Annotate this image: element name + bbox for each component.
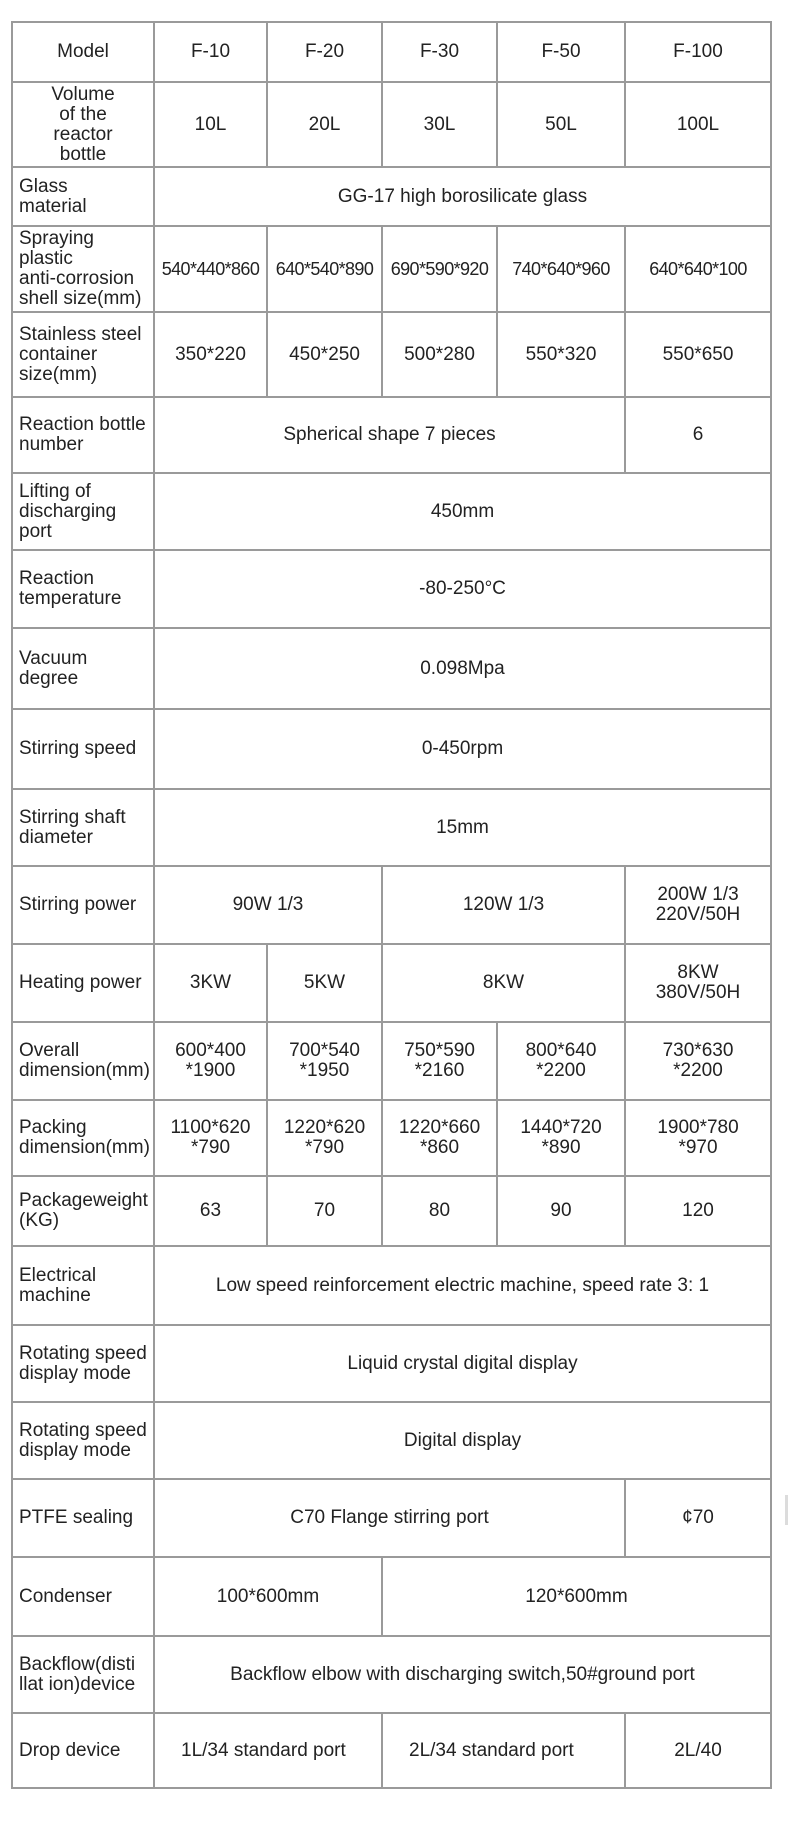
row-heating xyxy=(12,944,771,1022)
cell-overall: 700*540 *1950 xyxy=(267,1022,382,1100)
cell-container: 550*320 xyxy=(497,312,625,397)
row-motor xyxy=(12,1246,771,1325)
cell-volume: 20L xyxy=(267,82,382,167)
row-model xyxy=(12,22,771,82)
label-backflow: Backflow(disti llat ion)device xyxy=(12,1636,154,1713)
cell-weight: 120 xyxy=(625,1176,771,1246)
label-condenser: Condenser xyxy=(12,1557,154,1636)
cell-container: 350*220 xyxy=(154,312,267,397)
cell-bottle-number-f100: 6 xyxy=(625,397,771,473)
cell-overall: 800*640 *2200 xyxy=(497,1022,625,1100)
cell-ptfe-f100: ¢70 xyxy=(625,1479,771,1557)
cell-weight: 70 xyxy=(267,1176,382,1246)
cell-weight: 80 xyxy=(382,1176,497,1246)
row-condenser xyxy=(12,1557,771,1636)
cell-lifting: 450mm xyxy=(154,473,771,550)
model-f10: F-10 xyxy=(154,22,267,82)
row-stir-power xyxy=(12,866,771,944)
row-packing xyxy=(12,1100,771,1176)
label-shell: Spraying plastic anti-corrosion shell size(mm) xyxy=(12,226,154,312)
cell-display1: Liquid crystal digital display xyxy=(154,1325,771,1402)
row-bottle-number xyxy=(12,397,771,473)
row-speed xyxy=(12,709,771,789)
cell-glass: GG-17 high borosilicate glass xyxy=(154,167,771,226)
cell-packing: 1900*780 *970 xyxy=(625,1100,771,1176)
row-container xyxy=(12,312,771,397)
cell-bottle-number: Spherical shape 7 pieces xyxy=(154,397,625,473)
row-overall xyxy=(12,1022,771,1100)
model-f100: F-100 xyxy=(625,22,771,82)
label-drop: Drop device xyxy=(12,1713,154,1788)
label-ptfe: PTFE sealing xyxy=(12,1479,154,1557)
cell-volume: 30L xyxy=(382,82,497,167)
cell-heating: 3KW xyxy=(154,944,267,1022)
cell-heating: 8KW 380V/50H xyxy=(625,944,771,1022)
row-temperature xyxy=(12,550,771,628)
model-f50: F-50 xyxy=(497,22,625,82)
label-packing: Packing dimension(mm) xyxy=(12,1100,154,1176)
cell-packing: 1100*620 *790 xyxy=(154,1100,267,1176)
row-vacuum xyxy=(12,628,771,709)
cell-drop: 2L/34 standard port xyxy=(382,1713,625,1788)
label-motor: Electrical machine xyxy=(12,1246,154,1325)
cell-container: 500*280 xyxy=(382,312,497,397)
edge-mark xyxy=(785,1495,788,1525)
label-shaft: Stirring shaft diameter xyxy=(12,789,154,866)
cell-overall: 730*630 *2200 xyxy=(625,1022,771,1100)
cell-shell: 640*640*100 xyxy=(625,226,771,312)
label-volume: Volume of the reactor bottle xyxy=(12,82,154,167)
cell-shell: 740*640*960 xyxy=(497,226,625,312)
row-display2 xyxy=(12,1402,771,1479)
cell-packing: 1440*720 *890 xyxy=(497,1100,625,1176)
label-vacuum: Vacuum degree xyxy=(12,628,154,709)
label-bottle-number: Reaction bottle number xyxy=(12,397,154,473)
row-drop xyxy=(12,1713,771,1788)
cell-stir-power: 120W 1/3 xyxy=(382,866,625,944)
cell-heating: 8KW xyxy=(382,944,625,1022)
cell-condenser: 120*600mm xyxy=(382,1557,771,1636)
cell-volume: 100L xyxy=(625,82,771,167)
row-ptfe xyxy=(12,1479,771,1557)
cell-speed: 0-450rpm xyxy=(154,709,771,789)
cell-container: 450*250 xyxy=(267,312,382,397)
label-container: Stainless steel container size(mm) xyxy=(12,312,154,397)
cell-shell: 690*590*920 xyxy=(382,226,497,312)
cell-backflow: Backflow elbow with discharging switch,50#ground port xyxy=(154,1636,771,1713)
cell-ptfe: C70 Flange stirring port xyxy=(154,1479,625,1557)
cell-weight: 90 xyxy=(497,1176,625,1246)
cell-display2: Digital display xyxy=(154,1402,771,1479)
row-backflow xyxy=(12,1636,771,1713)
model-f30: F-30 xyxy=(382,22,497,82)
label-model: Model xyxy=(12,22,154,82)
row-display1 xyxy=(12,1325,771,1402)
label-speed: Stirring speed xyxy=(12,709,154,789)
cell-packing: 1220*620 *790 xyxy=(267,1100,382,1176)
label-glass: Glass material xyxy=(12,167,154,226)
row-volume xyxy=(12,82,771,167)
cell-motor: Low speed reinforcement electric machine, speed rate 3: 1 xyxy=(154,1246,771,1325)
label-heating: Heating power xyxy=(12,944,154,1022)
cell-container: 550*650 xyxy=(625,312,771,397)
label-display1: Rotating speed display mode xyxy=(12,1325,154,1402)
cell-volume: 10L xyxy=(154,82,267,167)
cell-overall: 750*590 *2160 xyxy=(382,1022,497,1100)
cell-shell: 640*540*890 xyxy=(267,226,382,312)
label-overall: Overall dimension(mm) xyxy=(12,1022,154,1100)
label-weight: Packageweight (KG) xyxy=(12,1176,154,1246)
row-shell xyxy=(12,226,771,312)
cell-overall: 600*400 *1900 xyxy=(154,1022,267,1100)
cell-shell: 540*440*860 xyxy=(154,226,267,312)
cell-shaft: 15mm xyxy=(154,789,771,866)
label-display2: Rotating speed display mode xyxy=(12,1402,154,1479)
model-f20: F-20 xyxy=(267,22,382,82)
cell-stir-power: 90W 1/3 xyxy=(154,866,382,944)
cell-stir-power: 200W 1/3 220V/50H xyxy=(625,866,771,944)
cell-weight: 63 xyxy=(154,1176,267,1246)
cell-condenser: 100*600mm xyxy=(154,1557,382,1636)
cell-temperature: -80-250°C xyxy=(154,550,771,628)
row-lifting xyxy=(12,473,771,550)
specification-table xyxy=(11,21,772,1789)
cell-drop: 2L/40 xyxy=(625,1713,771,1788)
label-stir-power: Stirring power xyxy=(12,866,154,944)
cell-packing: 1220*660 *860 xyxy=(382,1100,497,1176)
row-weight xyxy=(12,1176,771,1246)
label-lifting: Lifting of discharging port xyxy=(12,473,154,550)
row-shaft xyxy=(12,789,771,866)
label-temperature: Reaction temperature xyxy=(12,550,154,628)
cell-heating: 5KW xyxy=(267,944,382,1022)
row-glass xyxy=(12,167,771,226)
cell-volume: 50L xyxy=(497,82,625,167)
cell-vacuum: 0.098Mpa xyxy=(154,628,771,709)
cell-drop: 1L/34 standard port xyxy=(154,1713,382,1788)
